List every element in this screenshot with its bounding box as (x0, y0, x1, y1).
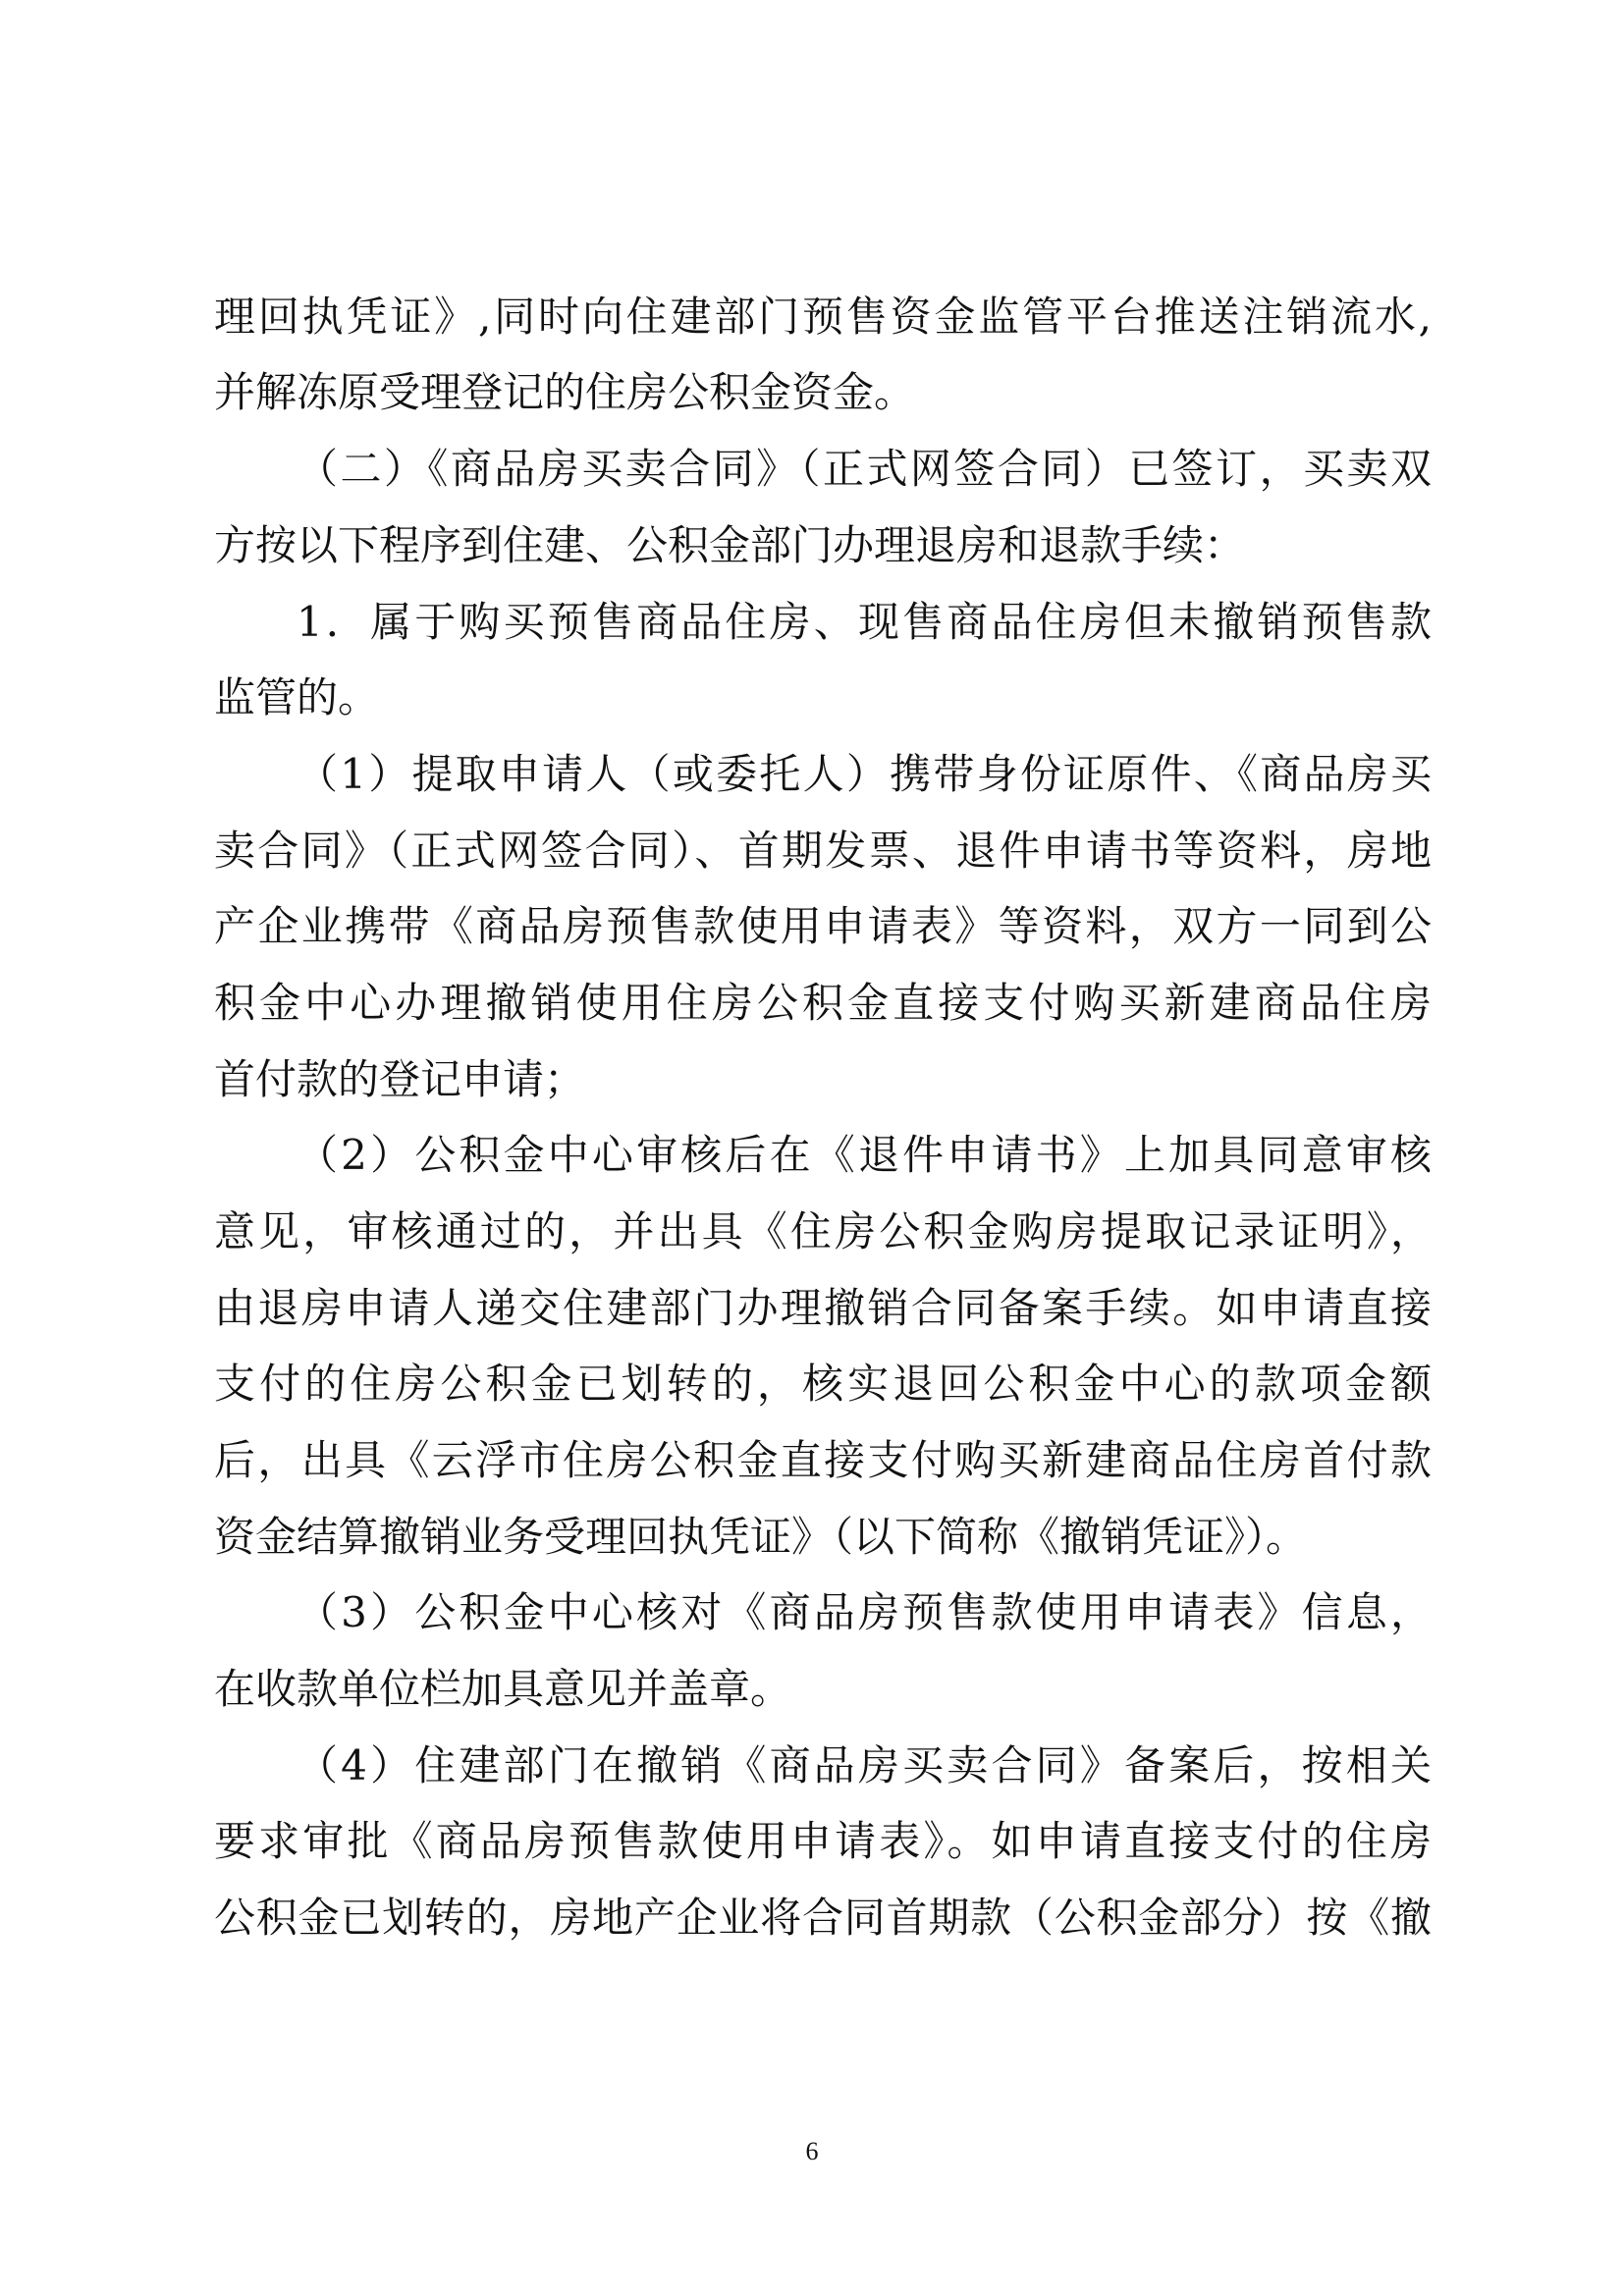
text-line: 方按以下程序到住建、公积金部门办理退房和退款手续： (214, 521, 1246, 569)
text-line: 在收款单位栏加具意见并盖章。 (214, 1665, 792, 1713)
text-line: （4）住建部门在撤销《商品房买卖合同》备案后，按相关 (297, 1741, 1432, 1789)
text-line: 产企业携带《商品房预售款使用申请表》等资料，双方一同到公 (214, 902, 1432, 950)
text-line: 由退房申请人递交住建部门办理撤销合同备案手续。如申请直接 (214, 1284, 1432, 1332)
text-line: （1）提取申请人（或委托人）携带身份证原件、《商品房买 (297, 750, 1432, 798)
text-line: 公积金已划转的，房地产企业将合同首期款（公积金部分）按《撤 (214, 1894, 1432, 1942)
text-line: 理回执凭证》,同时向住建部门预售资金监管平台推送注销流水, (214, 293, 1432, 341)
text-line: 卖合同》（正式网签合同）、首期发票、退件申请书等资料，房地 (214, 827, 1432, 875)
text-line: 要求审批《商品房预售款使用申请表》。如申请直接支付的住房 (214, 1817, 1432, 1865)
text-line: 资金结算撤销业务受理回执凭证》（以下简称《撤销凭证》）。 (214, 1513, 1308, 1561)
text-line: 并解冻原受理登记的住房公积金资金。 (214, 368, 916, 416)
text-line: （3）公积金中心核对《商品房预售款使用申请表》信息， (297, 1588, 1432, 1636)
text-line: 首付款的登记申请； (214, 1055, 586, 1103)
text-line: 积金中心办理撤销使用住房公积金直接支付购买新建商品住房 (214, 979, 1432, 1027)
text-line: （2）公积金中心审核后在《退件申请书》上加具同意审核 (297, 1131, 1432, 1179)
text-line: 后，出具《云浮市住房公积金直接支付购买新建商品住房首付款 (214, 1436, 1432, 1484)
text-line: 支付的住房公积金已划转的，核实退回公积金中心的款项金额 (214, 1360, 1432, 1408)
page-number: 6 (805, 2137, 819, 2165)
list-item-heading: 1．属于购买预售商品住房、现售商品住房但未撤销预售款 (297, 598, 1432, 646)
section-heading: （二）《商品房买卖合同》（正式网签合同）已签订，买卖双 (297, 445, 1432, 493)
text-line: 意见，审核通过的，并出具《住房公积金购房提取记录证明》， (214, 1207, 1432, 1255)
text-line: 监管的。 (214, 673, 380, 721)
